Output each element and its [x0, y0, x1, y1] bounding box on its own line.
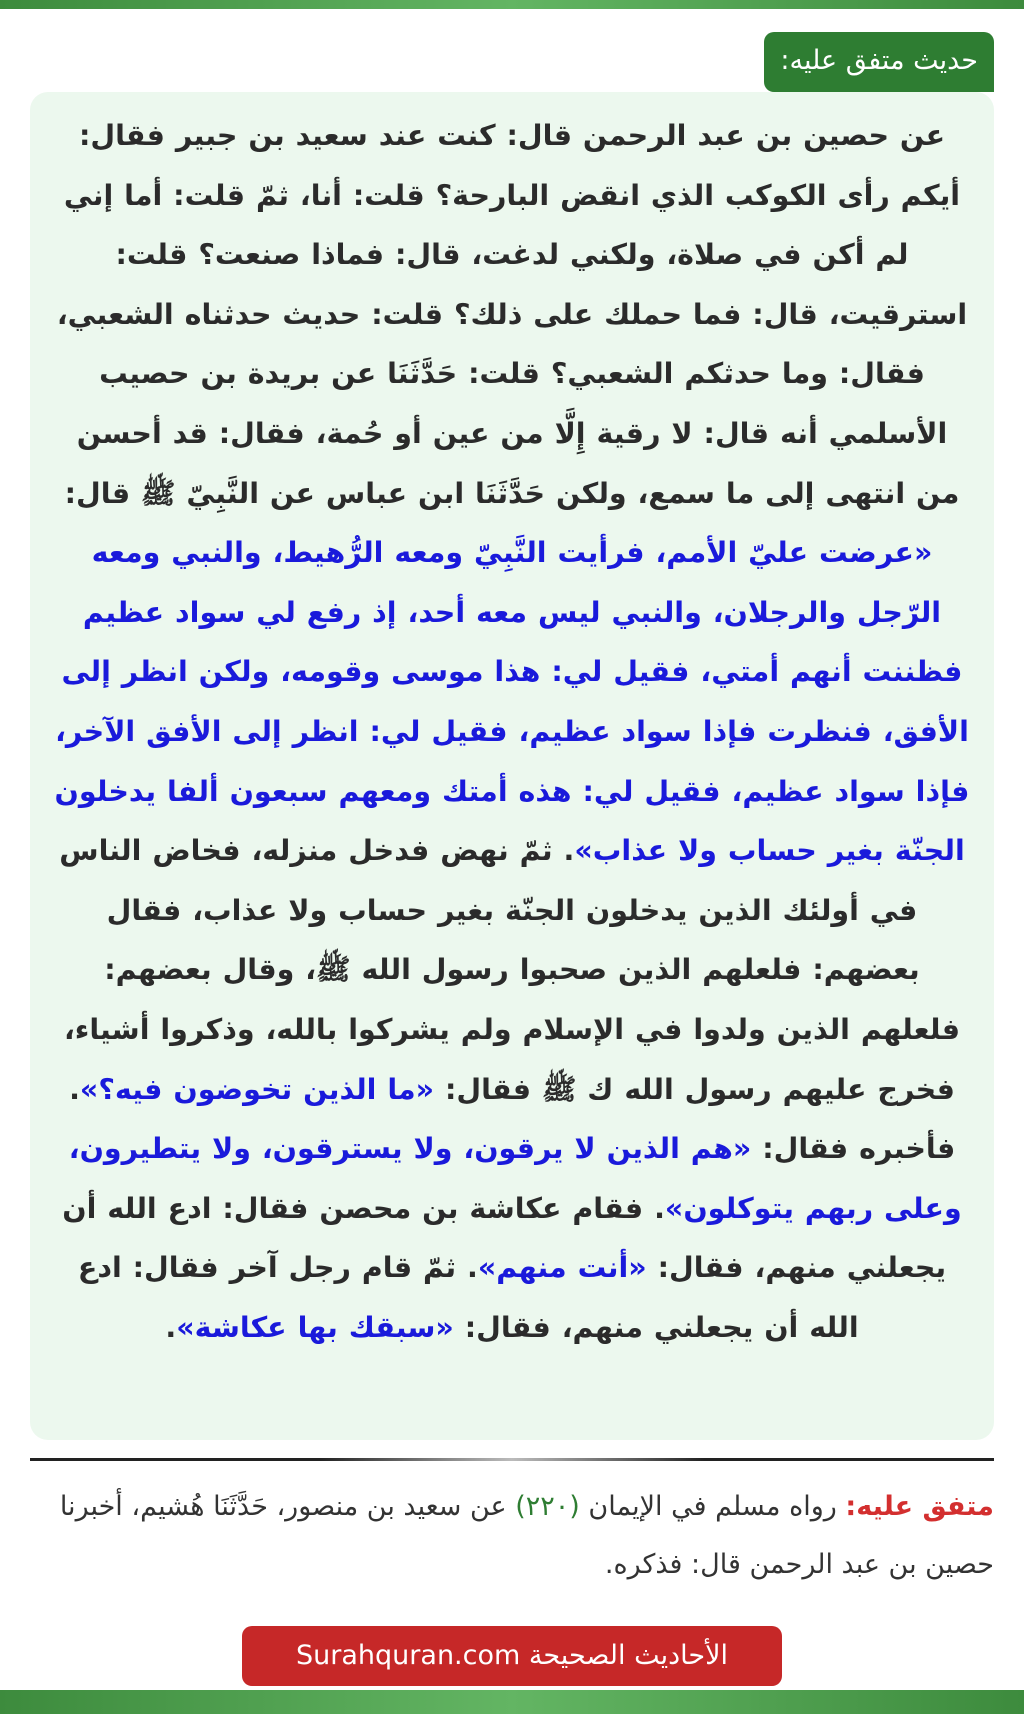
narration-text: . ثمّ نهض فدخل منزله، فخاض الناس في أولئك الذين يدخلون الجنّة بغير حساب ولا عذاب، فقال بعضهم: فلعلهم الذين صحبوا رسول الله ﷺ، وقال بعضهم: فلعلهم الذين ولدوا في الإسلام ولم يشركوا بالله، وذكروا أشياء، فخرج عليهم رسول الله ك ﷺ فقال:	[59, 834, 961, 1106]
prophet-quote: «عرضت عليّ الأمم، فرأيت النَّبِيّ ومعه الرُّهيط، والنبي ومعه الرّجل والرجلان، والنبي ليس معه أحد، إذ رفع لي سواد عظيم فظننت أنهم أمتي، فقيل لي: هذا موسى وقومه، ولكن انظر إلى الأفق، فنظرت فإذا سواد عظيم، فقيل لي: انظر إلى الأفق الآخر، فإذا سواد عظيم، فقيل لي: هذه أمتك ومعهم سبعون ألفا يدخلون الجنّة بغير حساب ولا عذاب»	[54, 536, 970, 868]
top-decorative-bar	[0, 0, 1024, 9]
divider	[30, 1458, 994, 1461]
prophet-quote: «هم الذين لا يرقون، ولا يسترقون، ولا يتطيرون، وعلى ربهم يتوكلون»	[68, 1132, 962, 1225]
prophet-quote: «ما الذين تخوضون فيه؟»	[79, 1072, 435, 1106]
source-citation	[30, 1478, 994, 1594]
site-badge[interactable]: الأحاديث الصحيحة Surahquran.com	[242, 1626, 782, 1686]
section-heading: حديث متفق عليه:	[764, 32, 994, 92]
prophet-quote: «أنت منهم»	[477, 1251, 647, 1285]
source-text: عن سعيد بن منصور، حَدَّثَنَا هُشيم، أخبرنا حصين بن عبد الرحمن قال: فذكره.	[59, 1491, 994, 1580]
narration-text: . فقام عكاشة بن محصن فقال: ادع الله أن يجعلني منهم، فقال:	[62, 1191, 947, 1285]
hadith-text	[52, 106, 972, 1357]
narration-text: عن حصين بن عبد الرحمن قال: كنت عند سعيد بن جبير فقال: أيكم رأى الكوكب الذي انقض البارحة؟ قلت: أنا، ثمّ قلت: أما إني لم أكن في صلاة، ولكني لدغت، قال: فماذا صنعت؟ قلت: استرقيت، قال: فما حملك على ذلك؟ قلت: حديث حدثناه الشعبي، فقال: وما حدثكم الشعبي؟ قلت: حَدَّثَنَا عن بريدة بن حصيب الأسلمي أنه قال: لا رقية إِلَّا من عين أو حُمة، فقال: قد أحسن من انتهى إلى ما سمع، ولكن حَدَّثَنَا ابن عباس عن النَّبِيّ ﷺ قال:	[56, 119, 968, 510]
narration-text: . فأخبره فقال:	[69, 1072, 956, 1166]
bottom-decorative-bar	[0, 1690, 1024, 1714]
narration-text: . ثمّ قام رجل آخر فقال: ادع الله أن يجعلني منهم، فقال:	[77, 1251, 859, 1344]
source-label: متفق عليه:	[845, 1491, 994, 1522]
hadith-box	[30, 92, 994, 1440]
prophet-quote: «سبقك بها عكاشة»	[176, 1310, 454, 1344]
source-text: رواه مسلم في الإيمان	[579, 1491, 846, 1522]
hadith-number: (٢٢٠)	[515, 1491, 580, 1522]
narration-text: .	[165, 1310, 177, 1344]
